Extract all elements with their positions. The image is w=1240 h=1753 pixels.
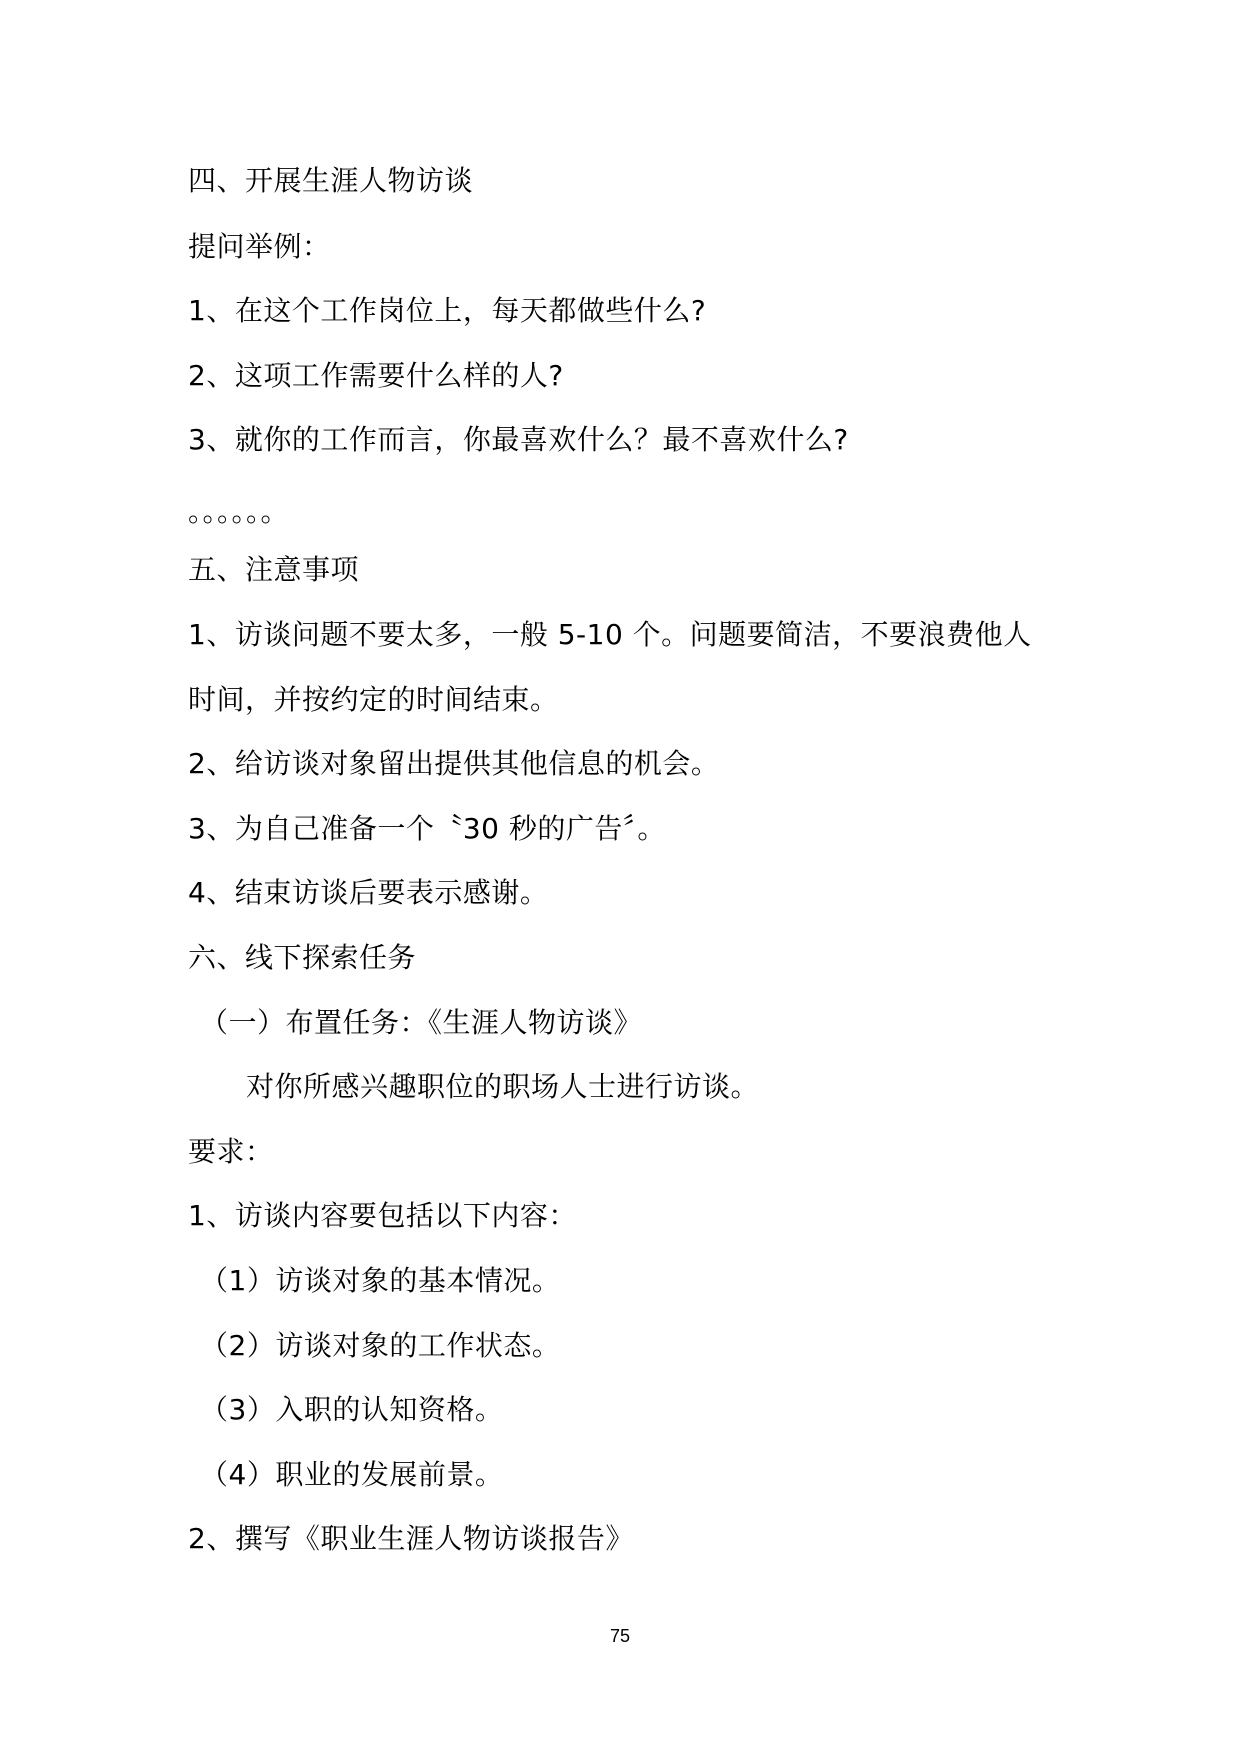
- note-item-4: 4、结束访谈后要表示感谢。: [188, 876, 549, 909]
- note-item-3: 3、为自己准备一个〝30 秒的广告〞。: [188, 812, 666, 845]
- task-assignment: （一）布置任务：《生涯人物访谈》: [200, 1006, 643, 1039]
- question-item-1: 1、在这个工作岗位上，每天都做些什么?: [188, 294, 707, 327]
- requirements-label: 要求：: [188, 1135, 274, 1168]
- ellipsis-line: 。。。。。。: [188, 495, 290, 528]
- requirement-item-1: 1、访谈内容要包括以下内容：: [188, 1199, 577, 1232]
- page-number: 75: [609, 1626, 631, 1646]
- requirement-subitem-3: （3）入职的认知资格。: [200, 1393, 504, 1426]
- requirement-item-2: 2、撰写《职业生涯人物访谈报告》: [188, 1522, 634, 1555]
- requirement-subitem-4: （4）职业的发展前景。: [200, 1458, 504, 1491]
- note-item-1-continued: 时间，并按约定的时间结束。: [188, 683, 559, 716]
- section-heading-offline-task: 六、线下探索任务: [188, 941, 417, 974]
- section-heading-notes: 五、注意事项: [188, 553, 360, 586]
- question-item-3: 3、就你的工作而言，你最喜欢什么？最不喜欢什么?: [188, 423, 849, 456]
- question-examples-label: 提问举例：: [188, 230, 331, 263]
- task-description: 对你所感兴趣职位的职场人士进行访谈。: [246, 1070, 760, 1103]
- note-item-2: 2、给访谈对象留出提供其他信息的机会。: [188, 747, 720, 780]
- section-heading-interview: 四、开展生涯人物访谈: [188, 164, 474, 197]
- question-item-2: 2、这项工作需要什么样的人?: [188, 359, 564, 392]
- requirement-subitem-2: （2）访谈对象的工作状态。: [200, 1329, 561, 1362]
- requirement-subitem-1: （1）访谈对象的基本情况。: [200, 1264, 561, 1297]
- note-item-1: 1、访谈问题不要太多，一般 5-10 个。问题要简洁，不要浪费他人: [188, 618, 1032, 651]
